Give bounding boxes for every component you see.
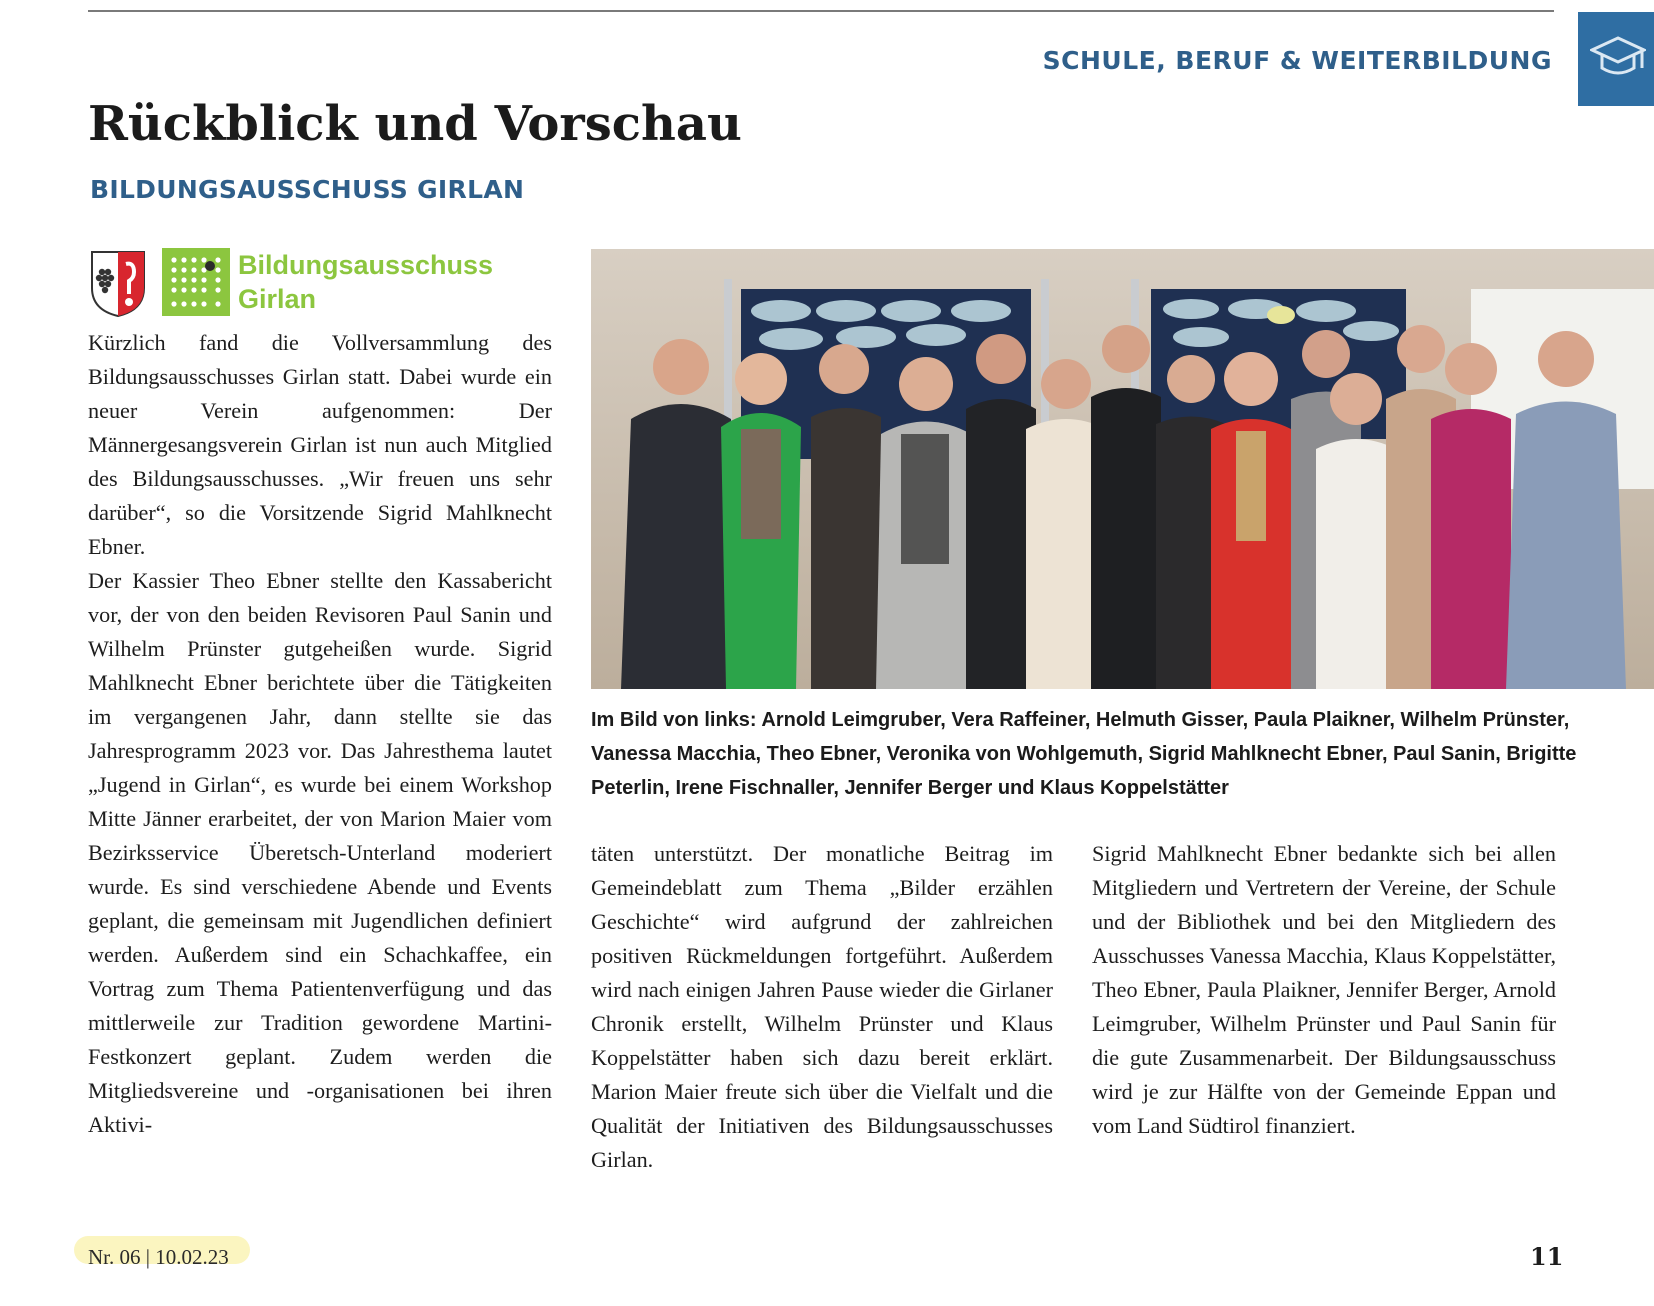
bildungsausschuss-mark-icon — [162, 248, 230, 316]
page-number: 11 — [1530, 1242, 1564, 1271]
graduation-cap-icon — [1590, 34, 1646, 80]
logo-line-1: Bildungsausschuss — [238, 250, 494, 280]
top-rule — [88, 10, 1554, 12]
section-tab — [1578, 12, 1654, 106]
article-column-1 — [88, 326, 552, 1142]
issue-info: Nr. 06 | 10.02.23 — [88, 1245, 229, 1269]
logo-line-2: Girlan — [238, 284, 317, 314]
photo-caption: Im Bild von links: Arnold Leimgruber, Vera Raffeiner, Helmuth Gisser, Paula Plaikner, Wilhelm Prünster, Vanessa Macchia, Theo Ebner, Veronika von Wohlgemuth, Sigrid Mahlknecht Ebner, Paul Sanin, Brigitte Peterlin, Irene Fischnaller, Jennifer Berger und Klaus Koppelstätter — [591, 709, 1577, 799]
group-photo — [591, 249, 1654, 689]
article-kicker: BILDUNGSAUSSCHUSS GIRLAN — [90, 175, 525, 204]
paragraph-2: Der Kassier Theo Ebner stellte den Kassabericht vor, der von den beiden Revisoren Paul Sanin und Wilhelm Prünster gutgeheißen wurde. Sigrid Mahlknecht Ebner berichtete über die Tätigkeiten im vergangenen Jahr, dann stellte sie das Jahresprogramm 2023 vor. Das Jahresthema lautet „Jugend in Girlan“, es wurde bei einem Workshop Mitte Jänner erarbeitet, der von Marion Maier vom Bezirksservice Überetsch-Unterland moderiert wurde. Es sind verschiedene Abende und Events geplant, die gemeinsam mit Jugendlichen definiert werden. Außerdem sind ein Schachkaffee, ein Vortrag zum Thema Patientenverfügung und das mittlerweile zur Tradition gewordene Martini-Festkonzert geplant. Zudem werden die Mitgliedsvereine und -organisationen bei ihren Aktivi- — [88, 568, 552, 1137]
article-headline: Rückblick und Vorschau — [88, 96, 742, 152]
paragraph-4: Sigrid Mahlknecht Ebner bedankte sich bei allen Mitgliedern und Vertretern der Vereine, der Schule und der Bibliothek und bei den Mitgliedern des Ausschusses Vanessa Macchia, Klaus Koppelstätter, Theo Ebner, Paula Plaikner, Jennifer Berger, Arnold Leimgruber, Wilhelm Prünster und Paul Sanin für die gute Zusammenarbeit. Der Bildungsausschuss wird je zur Hälfte von der Gemeinde Eppan und vom Land Südtirol finanziert. — [1092, 841, 1556, 1138]
organisation-logo — [88, 248, 508, 318]
section-label: SCHULE, BERUF & WEITERBILDUNG — [1042, 46, 1552, 75]
article-column-3 — [1092, 837, 1556, 1143]
girlan-crest-icon — [88, 248, 148, 318]
paragraph-3: täten unterstützt. Der monatliche Beitrag im Gemeindeblatt zum Thema „Bilder erzählen Geschichte“ wird aufgrund der zahlreichen positiven Rückmeldungen fortgeführt. Außerdem wird nach einigen Jahren Pause wieder die Girlaner Chronik erstellt, Wilhelm Prünster und Klaus Koppelstätter haben sich dazu bereit erklärt. Marion Maier freute sich über die Vielfalt und die Qualität der Initiativen des Bildungsausschusses Girlan. — [591, 841, 1053, 1172]
logo-wordmark — [238, 248, 493, 316]
paragraph-1: Kürzlich fand die Vollversammlung des Bildungsausschusses Girlan statt. Dabei wurde ein neuer Verein aufgenommen: Der Männergesangsverein Girlan ist nun auch Mitglied des Bildungsausschusses. „Wir freuen uns sehr darüber“, so die Vorsitzende Sigrid Mahlknecht Ebner. — [88, 330, 552, 559]
group-photo-illustration — [591, 249, 1654, 689]
article-column-2 — [591, 837, 1053, 1177]
